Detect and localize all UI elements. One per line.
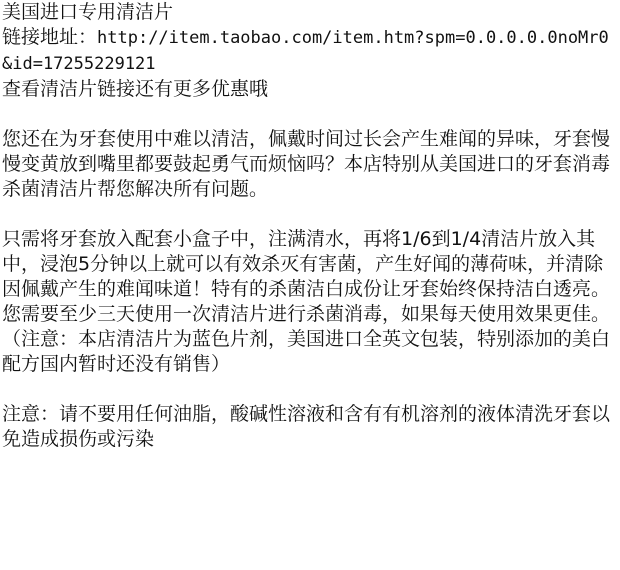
link-label: 链接地址：: [2, 26, 98, 48]
warning-paragraph: 注意：请不要用任何油脂，酸碱性溶液和含有有机溶剂的液体清洗牙套以免造成损伤或污染: [2, 403, 611, 450]
intro-paragraph: 您还在为牙套使用中难以清洁，佩戴时间过长会产生难闻的异味，牙套慢慢变黄放到嘴里都要鼓起勇气而烦恼吗？本店特别从美国进口的牙套消毒杀菌清洁片帮您解决所有问题。: [2, 128, 611, 200]
link-address-line: [2, 25, 616, 77]
spacer: [2, 202, 616, 227]
spacer: [2, 102, 616, 127]
usage-paragraph: 只需将牙套放入配套小盒子中，注满清水，再将1/6到1/4清洁片放入其中，浸泡5分钟以上就可以有效杀灭有害菌，产生好闻的薄荷味，并清除因佩戴产生的难闻味道！特有的杀菌洁白成份让牙套始终保持洁白透亮。您需要至少三天使用一次清洁片进行杀菌消毒，如果每天使用效果更佳。（注意：本店清洁片为蓝色片剂，美国进口全英文包装，特别添加的美白配方国内暂时还没有销售）: [2, 228, 611, 375]
spacer: [2, 377, 616, 402]
more-offers-text: 查看清洁片链接还有更多优惠哦: [2, 78, 269, 100]
product-link[interactable]: http://item.taobao.com/item.htm?spm=0.0.0.0.0noMr0&id=17255229121: [2, 28, 609, 74]
document-body: [2, 0, 616, 452]
page-title: 美国进口专用清洁片: [2, 1, 174, 23]
